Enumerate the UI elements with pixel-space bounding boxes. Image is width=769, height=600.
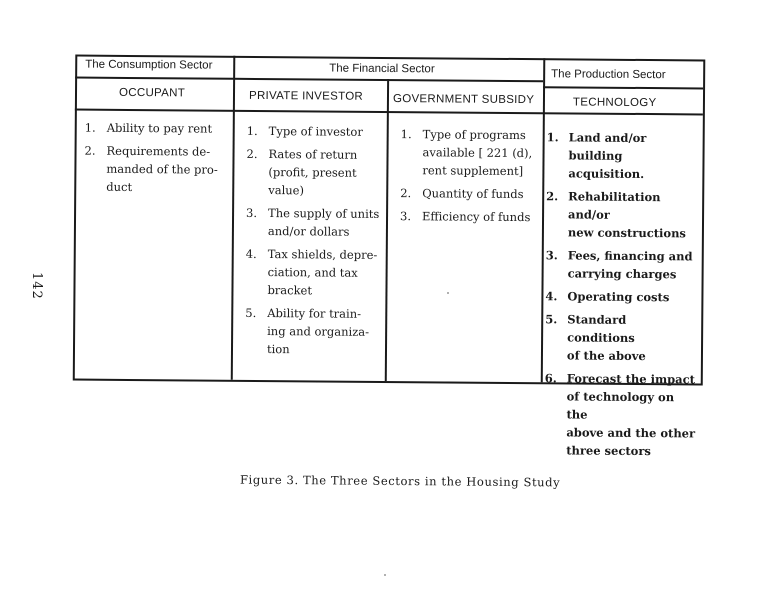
- list-item: [546, 246, 698, 283]
- item-number: 2.: [400, 186, 412, 201]
- item-text: Type of programs available [ 221 (d), rent supplement]: [422, 127, 533, 179]
- list-item: [400, 207, 538, 226]
- list-item: [400, 125, 538, 180]
- technology-heading: TECHNOLOGY: [572, 96, 657, 110]
- item-text: Standard conditions of the above: [566, 312, 646, 364]
- item-text: Ability for train- ing and organiza- tion: [266, 306, 370, 357]
- list-item: [546, 187, 698, 242]
- item-text: Rates of return (profit, present value): [268, 147, 358, 198]
- item-number: 6.: [544, 371, 557, 386]
- list-item: [400, 184, 538, 203]
- list-item: [545, 310, 697, 365]
- scan-speck: [384, 574, 386, 576]
- item-text: Type of investor: [268, 124, 363, 139]
- scan-speck: [447, 292, 449, 294]
- item-text: Forecast the impact of technology on the above and the other three sectors: [566, 371, 696, 459]
- item-text: Quantity of funds: [422, 186, 524, 202]
- consumption-sector-heading: The Consumption Sector: [85, 58, 213, 72]
- occupant-list: [84, 119, 225, 202]
- three-sectors-table: [73, 55, 704, 459]
- item-number: 5.: [545, 312, 558, 327]
- government-subsidy-list: [400, 125, 539, 231]
- item-number: 3.: [399, 209, 412, 224]
- technology-list: [544, 128, 699, 465]
- list-item: [245, 245, 381, 300]
- item-number: 3.: [545, 248, 558, 263]
- page-number: 142: [29, 272, 44, 300]
- item-text: Tax shields, depre- ciation, and tax bracket: [267, 247, 378, 298]
- list-item: [245, 304, 381, 359]
- item-text: Fees, financing and carrying charges: [567, 248, 693, 282]
- private-investor-list: [245, 122, 383, 364]
- item-number: 2.: [246, 146, 258, 161]
- item-text: Requirements de- manded of the pro- duct: [106, 143, 218, 194]
- list-item: [246, 204, 382, 241]
- item-number: 1.: [546, 130, 559, 145]
- item-number: 2.: [546, 189, 559, 204]
- list-item: [84, 142, 224, 197]
- item-text: Ability to pay rent: [106, 120, 213, 136]
- list-item: [246, 145, 382, 200]
- private-investor-heading: PRIVATE INVESTOR: [248, 89, 364, 103]
- government-subsidy-heading: GOVERNMENT SUBSIDY: [392, 93, 535, 107]
- list-item: [545, 287, 697, 306]
- item-number: 2.: [84, 143, 96, 158]
- list-item: [85, 119, 225, 138]
- occupant-heading: OCCUPANT: [118, 86, 186, 100]
- list-item: [247, 122, 383, 141]
- production-sector-heading: The Production Sector: [551, 68, 666, 82]
- item-text: Operating costs: [567, 289, 670, 305]
- list-item: [544, 369, 697, 460]
- item-text: The supply of units and/or dollars: [267, 206, 380, 239]
- item-number: 1.: [246, 123, 258, 138]
- item-number: 4.: [245, 246, 257, 261]
- item-number: 1.: [400, 127, 412, 142]
- financial-sector-heading: The Financial Sector: [329, 62, 435, 76]
- item-number: 5.: [245, 305, 257, 320]
- item-text: Land and/or building acquisition.: [568, 130, 647, 182]
- list-item: [546, 128, 698, 183]
- item-number: 1.: [84, 120, 96, 135]
- item-text: Rehabilitation and/or new constructions: [567, 189, 686, 241]
- item-number: 3.: [246, 205, 258, 220]
- item-number: 4.: [545, 289, 558, 304]
- figure-caption: Figure 3. The Three Sectors in the Housing Study: [239, 472, 561, 490]
- item-text: Efficiency of funds: [421, 209, 531, 225]
